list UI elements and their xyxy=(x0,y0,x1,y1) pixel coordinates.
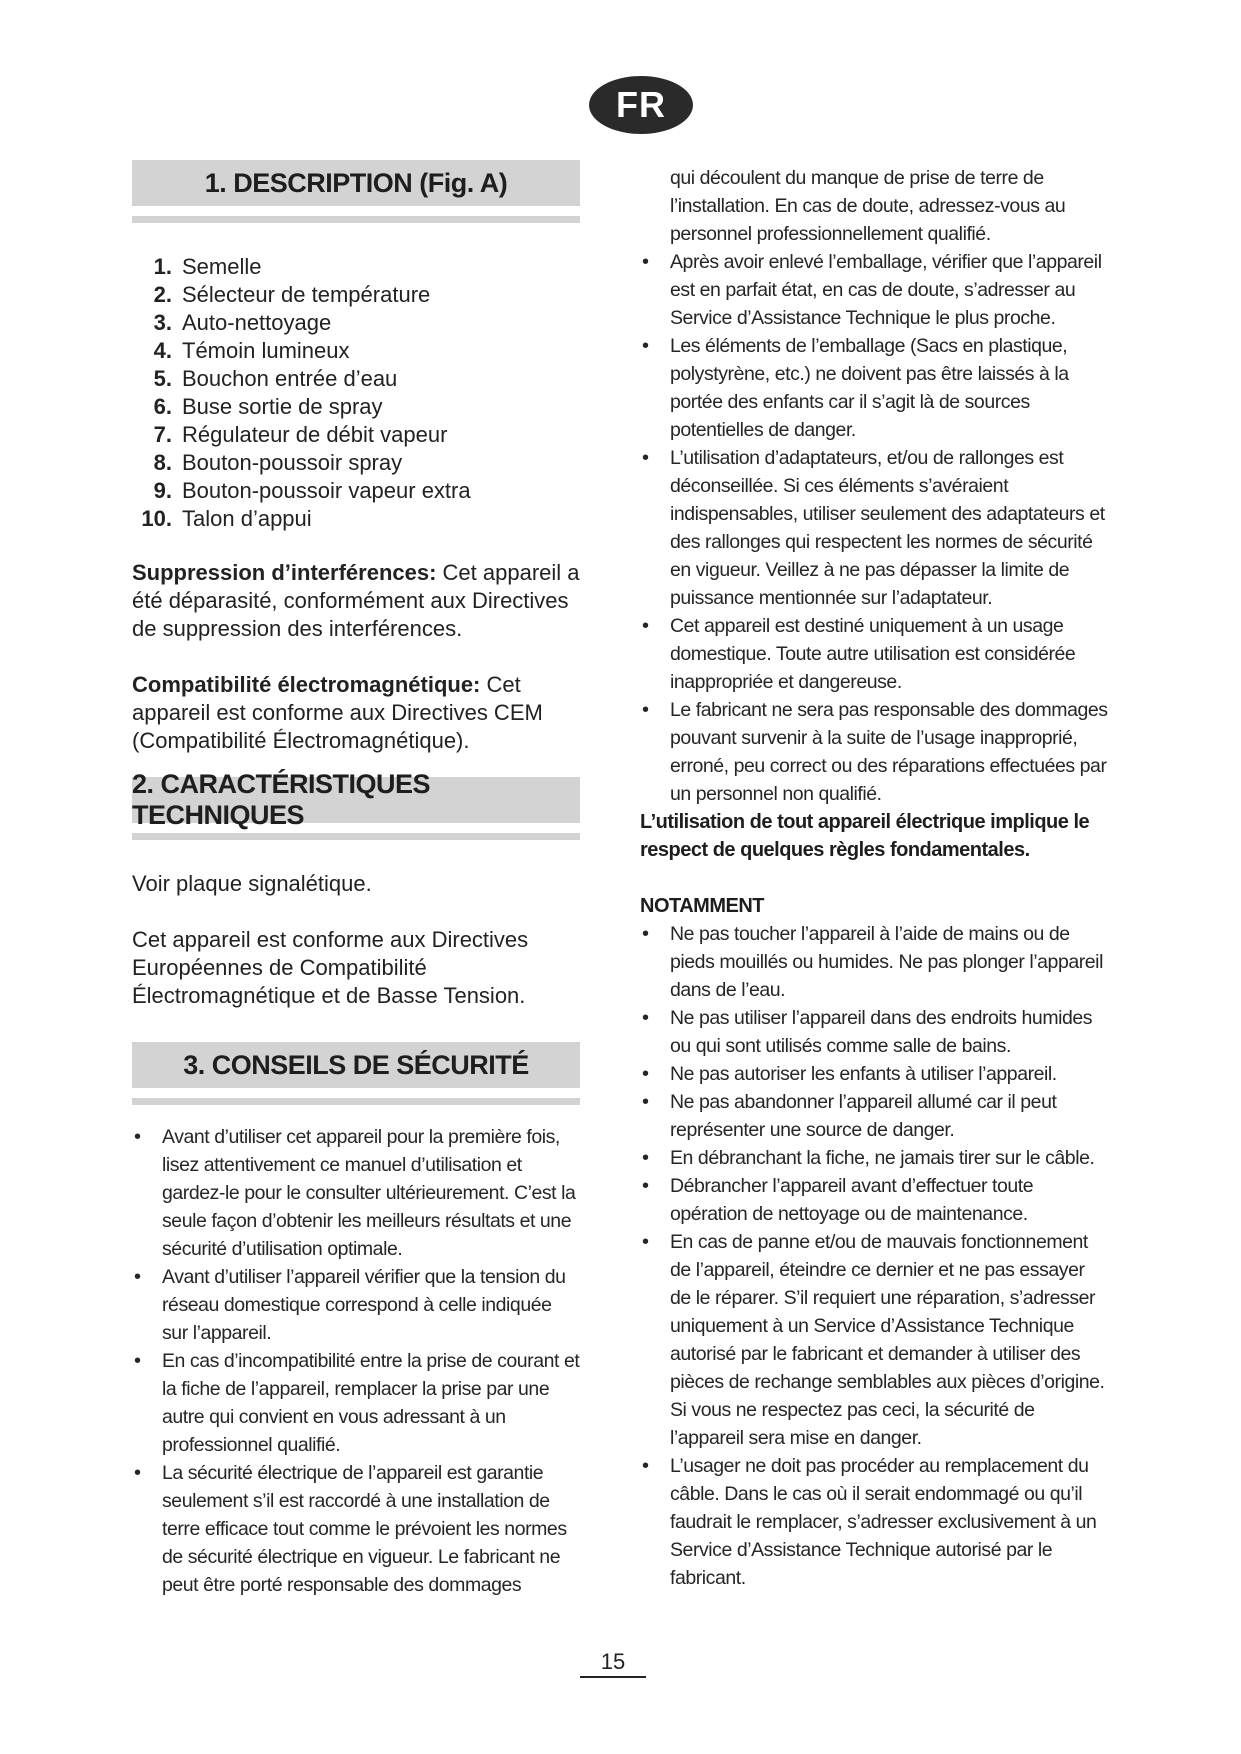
notamment-heading: NOTAMMENT xyxy=(640,895,764,917)
safety-bullets-continued xyxy=(640,248,1110,808)
list-item: • Ne pas utiliser l’appareil dans des endroits humides ou qui sont utilisés comme salle de bains. xyxy=(640,1004,1110,1060)
safety-bullets xyxy=(132,1123,580,1599)
list-item: • Après avoir enlevé l’emballage, vérifier que l’appareil est en parfait état, en cas de doute, s’adresser au Service d’Assistance Technique le plus proche. xyxy=(640,248,1110,332)
list-item: • Ne pas abandonner l’appareil allumé car il peut représenter une source de danger. xyxy=(640,1088,1110,1144)
section-header-description xyxy=(132,160,580,223)
list-item: • Ne pas autoriser les enfants à utiliser l’appareil. xyxy=(640,1060,1110,1088)
list-item: • Avant d’utiliser cet appareil pour la première fois, lisez attentivement ce manuel d’utilisation et gardez-le pour le consulter ultérieurement. C’est la seule façon d’obtenir les meilleurs résultats et une sécurité d’utilisation optimale. xyxy=(132,1123,580,1263)
conformity-paragraph: Cet appareil est conforme aux Directives Européennes de Compatibilité Électromagnétique et de Basse Tension. xyxy=(132,927,529,1008)
notamment-bullets xyxy=(640,920,1110,1592)
list-item: • Le fabricant ne sera pas responsable des dommages pouvant survenir à la suite de l’usage inapproprié, erroné, peu correct ou des réparations effectuées par un personnel non qualifié. xyxy=(640,696,1110,808)
section-title: 3. CONSEILS DE SÉCURITÉ xyxy=(132,1042,580,1088)
section-rule xyxy=(132,216,580,223)
list-item: 7. Régulateur de débit vapeur xyxy=(153,422,448,447)
list-item: 5. Bouchon entrée d’eau xyxy=(153,366,398,391)
list-item: • Ne pas toucher l’appareil à l’aide de mains ou de pieds mouillés ou humides. Ne pas plonger l’appareil dans de l’eau. xyxy=(640,920,1110,1004)
section-title: 2. CARACTÉRISTIQUES TECHNIQUES xyxy=(132,777,580,823)
section-header-safety xyxy=(132,1042,580,1105)
list-item: • L’utilisation d’adaptateurs, et/ou de rallonges est déconseillée. Si ces éléments s’avéraient indispensables, utiliser seulement des adaptateurs et des rallonges qui respectent les normes de sécurité en vigueur. Veillez à ne pas dépasser la limite de puissance mentionnée sur l’adaptateur. xyxy=(640,444,1110,612)
emc-paragraph: Compatibilité électromagnétique: Cet appareil est conforme aux Directives CEM (Compatibilité Électromagnétique). xyxy=(132,672,543,753)
list-item: • Les éléments de l’emballage (Sacs en plastique, polystyrène, etc.) ne doivent pas être laissés à la portée des enfants car il s’agit là de sources potentielles de danger. xyxy=(640,332,1110,444)
list-item: 10. Talon d’appui xyxy=(141,506,312,531)
language-badge: FR xyxy=(589,76,693,134)
list-item: • La sécurité électrique de l’appareil est garantie seulement s’il est raccordé à une installation de terre efficace tout comme le prévoient les normes de sécurité électrique en vigueur. Le fabricant ne peut être porté responsable des dommages xyxy=(132,1459,580,1599)
list-item: • L’usager ne doit pas procéder au remplacement du câble. Dans le cas où il serait endommagé ou qu’il faudrait le remplacer, s’adresser exclusivement à un Service d’Assistance Technique autorisé par le fabricant. xyxy=(640,1452,1110,1592)
list-item: 2. Sélecteur de température xyxy=(153,282,431,307)
parts-list xyxy=(132,253,580,533)
list-item: 9. Bouton-poussoir vapeur extra xyxy=(153,478,471,503)
section-title: 1. DESCRIPTION (Fig. A) xyxy=(132,160,580,206)
section-rule xyxy=(132,1098,580,1105)
specs-paragraph: Voir plaque signalétique. xyxy=(132,871,372,896)
right-column xyxy=(640,164,1110,1592)
list-item: • En débranchant la fiche, ne jamais tirer sur le câble. xyxy=(640,1144,1110,1172)
section-rule xyxy=(132,833,580,840)
list-item: • Avant d’utiliser l’appareil vérifier que la tension du réseau domestique correspond à celle indiquée sur l’appareil. xyxy=(132,1263,580,1347)
list-item: 6. Buse sortie de spray xyxy=(153,394,383,419)
list-item: • En cas d’incompatibilité entre la prise de courant et la fiche de l’appareil, remplacer la prise par une autre qui convient en vous adressant à un professionnel qualifié. xyxy=(132,1347,580,1459)
fundamental-rules-note: L’utilisation de tout appareil électrique implique le respect de quelques règles fondamentales. xyxy=(640,811,1090,861)
list-item: • Cet appareil est destiné uniquement à un usage domestique. Toute autre utilisation est considérée inappropriée et dangereuse. xyxy=(640,612,1110,696)
continued-text: qui découlent du manque de prise de terre de l’installation. En cas de doute, adressez-vous au personnel professionnellement qualifié. xyxy=(670,167,1066,245)
interference-paragraph: Suppression d’interférences: Cet appareil a été déparasité, conformément aux Directives de suppression des interférences. xyxy=(132,560,580,641)
list-item: • Débrancher l’appareil avant d’effectuer toute opération de nettoyage ou de maintenance. xyxy=(640,1172,1110,1228)
section-header-specs xyxy=(132,769,580,840)
list-item: 3. Auto-nettoyage xyxy=(153,310,332,335)
list-item: 8. Bouton-poussoir spray xyxy=(153,450,403,475)
list-item: 4. Témoin lumineux xyxy=(153,338,350,363)
list-item: 1. Semelle xyxy=(153,254,262,279)
list-item: • En cas de panne et/ou de mauvais fonctionnement de l’appareil, éteindre ce dernier et ne pas essayer de le réparer. S’il requiert une réparation, s’adresser uniquement à un Service d’Assistance Technique autorisé par le fabricant et demander à utiliser des pièces de rechange semblables aux pièces d’origine. Si vous ne respectez pas ceci, la sécurité de l’appareil sera mise en danger. xyxy=(640,1228,1110,1452)
page-number: 15 xyxy=(580,1648,646,1678)
left-column xyxy=(132,160,580,1599)
